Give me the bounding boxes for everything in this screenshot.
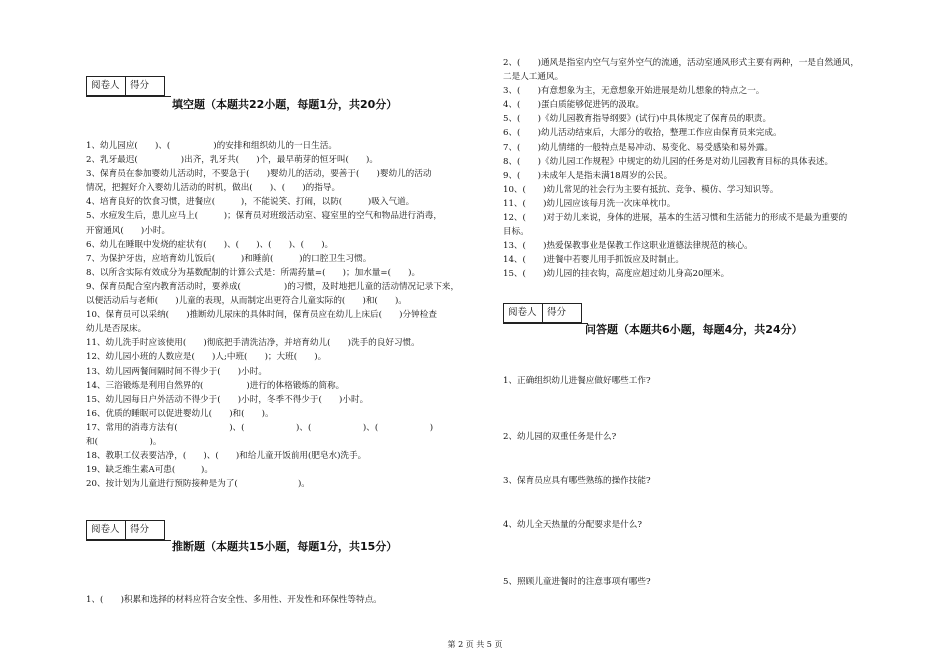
fill-question-line: 11、幼儿洗手时应该使用( )彻底把手清洗洁净，并培育幼儿( )洗手的良好习惯。 — [86, 338, 420, 349]
fill-question-line: 开窗通风( )小时。 — [86, 225, 171, 236]
fill-question-line: 5、水痘发生后，患儿应马上( )；保育员对班级活动室、寝室里的空气和物品进行消毒， — [86, 211, 442, 222]
grader-label: 阅卷人 — [87, 77, 126, 95]
fill-question-line: 2、乳牙最迟( )出齐，乳牙共( )个，最早萌芽的恒牙叫( )。 — [86, 155, 378, 166]
judge-question-line: 15、( )幼儿园的挂衣钩，高度应超过幼儿身高20厘米。 — [503, 269, 730, 280]
score-label: 得分 — [547, 307, 567, 318]
judge-section-title: 推断题（本题共15小题，每题1分，共15分） — [172, 540, 398, 553]
grader-underline — [503, 323, 588, 324]
page-footer: 第 2 页 共 5 页 — [447, 640, 503, 649]
judge-question-line: 目标。 — [503, 227, 529, 238]
judge-question-1: 1、( )积累和选择的材料应符合安全性、多用性、开发性和环保性等特点。 — [86, 595, 382, 605]
judge-question-line: 4、( )蛋白质能够促进钙的汲取。 — [503, 100, 645, 111]
fill-question-line: 7、为保护牙齿，应培育幼儿饭后( )和睡前( )的口腔卫生习惯。 — [86, 253, 372, 264]
judge-question-line: 2、( )通风是指室内空气与室外空气的流通，活动室通风形式主要有两种，一是自然通风， — [503, 58, 859, 68]
fill-question-line: 10、保育员可以采纳( )推断幼儿尿床的具体时间，保育员应在幼儿上床后( )分钟检查 — [86, 310, 437, 321]
fill-question-line: 15、幼儿园每日户外活动不得少于( )小时，冬季不得少于( )小时。 — [86, 394, 369, 405]
grader-box-fill — [86, 76, 165, 96]
fill-question-line: 19、缺乏维生素A可患( )。 — [86, 465, 213, 476]
fill-question-line: 16、优质的睡眠可以促进婴幼儿( )和( )。 — [86, 408, 274, 419]
judge-question-line: 7、( )幼儿情绪的一般特点是易冲动、易变化、易受感染和易外露。 — [503, 142, 773, 153]
score-label: 得分 — [130, 80, 150, 91]
judge-question-line: 5、( )《幼儿园教育指导纲要》(试行)中具体规定了保育员的职责。 — [503, 114, 772, 125]
fill-question-line: 17、常用的消毒方法有( )、( )、( )、( ) — [86, 422, 434, 433]
fill-question-line: 20、按计划为儿童进行预防接种是为了( )。 — [86, 479, 310, 490]
judge-question-line: 8、( )《幼儿园工作规程》中规定的幼儿园的任务是对幼儿园教育目标的具体表述。 — [503, 156, 834, 167]
fill-question-line: 9、保育员配合室内教育活动时，要养成( )的习惯，及时地把儿童的活动情况记录下来， — [86, 281, 460, 292]
fill-section-title: 填空题（本题共22小题，每题1分，共20分） — [172, 98, 398, 111]
qa-section-title: 问答题（本题共6小题，每题4分，共24分） — [585, 323, 803, 336]
qa-question-2: 2、幼儿园的双重任务是什么? — [503, 432, 617, 442]
grader-label: 阅卷人 — [87, 521, 126, 539]
fill-question-line: 以便活动后与老师( )儿童的表现，从而制定出更符合儿童实际的( )和( )。 — [86, 296, 407, 307]
judge-question-line: 14、( )进餐中若婴儿用手抓饭应及时制止。 — [503, 255, 684, 266]
fill-question-line: 1、幼儿园应( )、( )的安排和组织幼儿的一日生活。 — [86, 141, 337, 151]
judge-question-line: 13、( )热爱保教事业是保教工作这职业道德法律规范的核心。 — [503, 241, 753, 252]
fill-question-line: 14、三浴锻炼是利用自然界的( )进行的体格锻炼的简称。 — [86, 380, 345, 391]
fill-question-line: 情况，把握好介入婴幼儿活动的时机，做出( )、( )的指导。 — [86, 183, 341, 194]
judge-question-line: 10、( )幼儿常见的社会行为主要有抵抗、竞争、模仿、学习知识等。 — [503, 184, 779, 195]
judge-questions — [503, 56, 859, 282]
fill-question-line: 6、幼儿在睡眠中发烧的症状有( )、( )、( )、( )。 — [86, 239, 334, 250]
grader-label: 阅卷人 — [504, 304, 543, 322]
judge-question-line: 二是人工通风。 — [503, 72, 564, 83]
qa-question-1: 1、正确组织幼儿进餐应做好哪些工作? — [503, 376, 651, 386]
qa-question-5: 5、照顾儿童进餐时的注意事项有哪些? — [503, 577, 651, 587]
qa-question-3: 3、保育员应具有哪些熟练的操作技能? — [503, 476, 651, 486]
score-label: 得分 — [130, 524, 150, 535]
judge-question-line: 12、( )对于幼儿来说，身体的进展，基本的生活习惯和生活能力的形成不是最为重要的 — [503, 213, 848, 224]
fill-question-line: 8、以所含实际有效成分为基数配制的计算公式是：所需药量=( )；加水量=( )。 — [86, 267, 421, 278]
fill-question-line: 幼儿是否尿床。 — [86, 324, 147, 335]
fill-questions — [86, 139, 459, 491]
judge-question-line: 6、( )幼儿活动结束后，大部分的收拾，整理工作应由保育员来完成。 — [503, 128, 782, 139]
grader-underline — [86, 96, 171, 97]
fill-question-line: 4、培育良好的饮食习惯，进餐应( )，不能说笑、打闹，以防( )吸入气道。 — [86, 197, 415, 208]
judge-question-line: 11、( )幼儿园应该每月洗一次床单枕巾。 — [503, 198, 676, 209]
fill-question-line: 13、幼儿园两餐间隔时间不得少于( )小时。 — [86, 366, 267, 377]
qa-question-4: 4、幼儿全天热量的分配要求是什么? — [503, 520, 642, 530]
fill-question-line: 3、保育员在参加婴幼儿活动时，不要急于( )婴幼儿的活动，要善于( )婴幼儿的活动 — [86, 169, 432, 180]
grader-box-judge — [86, 520, 165, 540]
fill-question-line: 18、教职工仪表要洁净，( )、( )和给儿童开饭前用(肥皂水)洗手。 — [86, 451, 367, 462]
grader-box-qa — [503, 303, 582, 323]
judge-question-line: 3、( )有意想象为主，无意想象开始进展是幼儿想象的特点之一。 — [503, 86, 765, 97]
fill-question-line: 和( )。 — [86, 436, 162, 447]
grader-underline — [86, 540, 171, 541]
fill-question-line: 12、幼儿园小班的人数应是( )人;中班( )；大班( )。 — [86, 352, 327, 363]
judge-question-line: 9、( )未成年人是指未满18周岁的公民。 — [503, 170, 673, 181]
